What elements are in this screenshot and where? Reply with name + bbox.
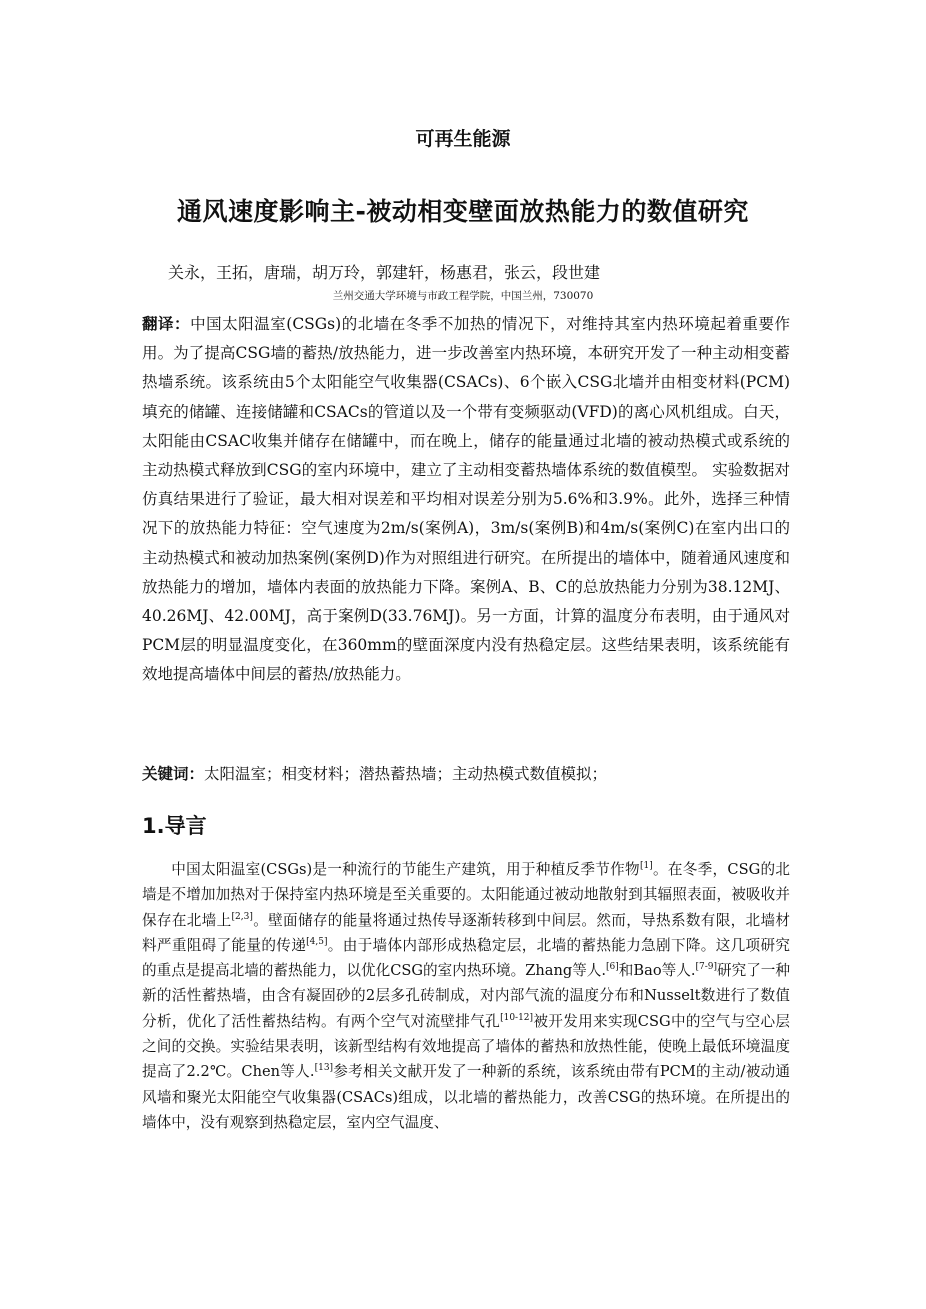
author-list: 关永，王拓，唐瑞，胡万玲，郭建轩，杨惠君，张云，段世建	[168, 263, 601, 282]
citation: [1]	[639, 861, 653, 872]
intro-text: 被开发用来实现CSG中的空气与空心层之间的交换。实验结果表明，该新型结构有效地提高了墙体的蓄热和放热性能，使晚上最低环境温度提高了2.2℃。Chen等人.	[142, 1012, 790, 1081]
citation: [7-9]	[695, 962, 717, 973]
abstract	[142, 310, 790, 690]
citation: [4,5]	[306, 937, 328, 948]
intro-text: 中国太阳温室(CSGs)是一种流行的节能生产建筑，用于种植反季节作物	[171, 861, 640, 878]
paper-title: 通风速度影响主-被动相变壁面放热能力的数值研究	[177, 197, 749, 226]
section-heading: 1.导言	[142, 814, 207, 838]
intro-text: 研究了一种新的活性蓄热墙，由含有凝固砂的2层多孔砖制成，对内部气流的温度分布和Nusselt数进行了数值分析，优化了活性蓄热结构。有两个空气对流壁排气孔	[142, 962, 790, 1030]
intro-text: 。壁面储存的能量将通过热传导逐渐转移到中间层。然而，导热系数有限，北墙材料严重阻碍了能量的传递	[142, 911, 790, 954]
keywords-label: 关键词：	[142, 765, 205, 783]
abstract-label: 翻译：	[142, 315, 191, 333]
citation: [2,3]	[231, 911, 253, 922]
intro-text: 。由于墙体内部形成热稳定层，北墙的蓄热能力急剧下降。这几项研究的重点是提高北墙的蓄热能力，以优化CSG的室内热环境。Zhang等人.	[142, 936, 790, 980]
abstract-text: 中国太阳温室(CSGs)的北墙在冬季不加热的情况下，对维持其室内热环境起着重要作用。为了提高CSG墙的蓄热/放热能力，进一步改善室内热环境，本研究开发了一种主动相变蓄热墙系统。该系统由5个太阳能空气收集器(CSACs)、6个嵌入CSG北墙并由相变材料(PCM)填充的储罐、连接储罐和CSACs的管道以及一个带有变频驱动(VFD)的离心风机组成。白天，太阳能由CSAC收集并储存在储罐中，而在晚上，储存的能量通过北墙的被动热模式或系统的主动热模式释放到CSG的室内环境中，建立了主动相变蓄热墙体系统的数值模型。 实验数据对仿真结果进行了验证，最大相对误差和平均相对误差分别为5.6%和3.9%。此外，选择三种情况下的放热能力特征：空气速度为2m/s(案例A)，3m/s(案例B)和4m/s(案例C)在室内出口的主动热模式和被动加热案例(案例D)作为对照组进行研究。在所提出的墙体中，随着通风速度和放热能力的增加，墙体内表面的放热能力下降。案例A、B、C的总放热能力分别为38.12MJ、40.26MJ、42.00MJ，高于案例D(33.76MJ)。另一方面，计算的温度分布表明，由于通风对PCM层的明显温度变化，在360mm的壁面深度内没有热稳定层。这些结果表明，该系统能有效地提高墙体中间层的蓄热/放热能力。	[142, 315, 790, 684]
citation: [10-12]	[500, 1012, 534, 1023]
citation: [6]	[606, 962, 619, 973]
keywords	[142, 764, 790, 784]
journal-name: 可再生能源	[415, 128, 511, 150]
intro-text: 和Bao等人.	[618, 962, 696, 980]
intro-paragraph	[142, 857, 790, 1135]
citation: [13]	[314, 1063, 334, 1074]
keywords-text: 太阳温室；相变材料；潜热蓄热墙；主动热模式数值模拟；	[204, 765, 608, 783]
affiliation: 兰州交通大学环境与市政工程学院，中国兰州，730070	[332, 290, 594, 302]
intro-text: 参考相关文献开发了一种新的系统，该系统由带有PCM的主动/被动通风墙和聚光太阳能空气收集器(CSACs)组成，以北墙的蓄热能力，改善CSG的热环境。在所提出的墙体中，没有观察到热稳定层，室内空气温度、	[142, 1063, 790, 1131]
intro-text: 。在冬季，CSG的北墙是不增加加热对于保持室内热环境是至关重要的。太阳能通过被动地散射到其辐照表面，被吸收并保存在北墙上	[142, 861, 791, 929]
